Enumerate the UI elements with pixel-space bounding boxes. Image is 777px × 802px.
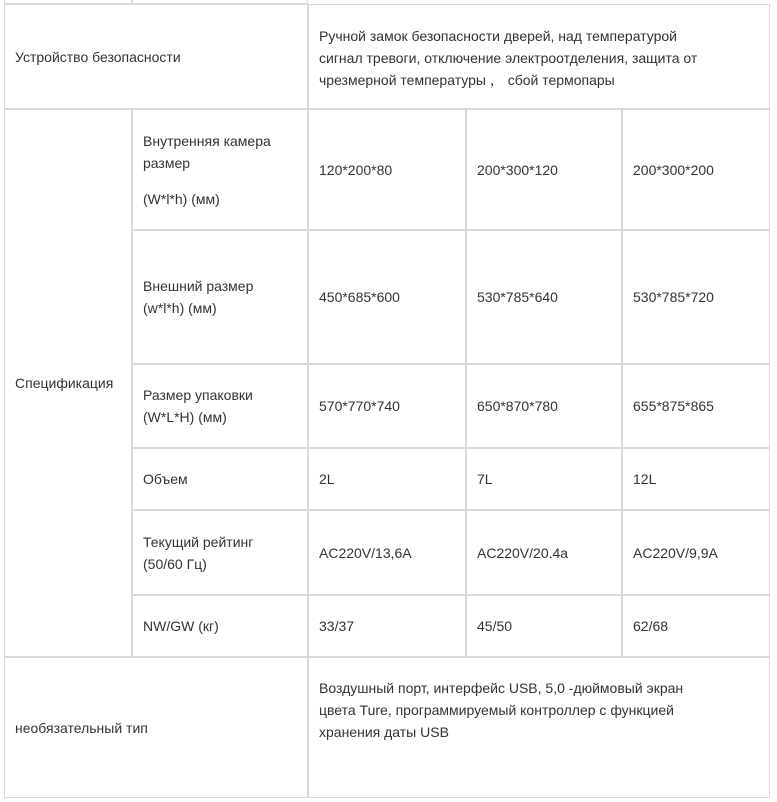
spec-value-cell: 650*870*780 [466,364,622,448]
spec-row-label: NW/GW (кг) [143,618,219,634]
safety-label: Устройство безопасности [15,48,181,65]
spec-label: Спецификация [15,375,114,391]
spec-value-cell: AC220V/13,6A [308,510,466,595]
spec-row-label: Внутренняя камера размер (W*l*h) (мм) [143,133,271,207]
optional-label: необязательный тип [15,719,148,736]
spec-value-cell: 570*770*740 [308,364,466,448]
spec-row-label-cell [132,230,308,364]
spec-row-label-cell [132,109,308,230]
spec-value-cell: AC220V/9,9A [622,510,770,595]
safety-value: Ручной замок безопасности дверей, над температурой сигнал тревоги, отключение электроотделения, защита от чрезмерной температуры ， сбой термопары [319,28,698,88]
spec-value-cell: 62/68 [622,595,770,657]
spec-row-label-cell [132,448,308,510]
spec-value-cell: 530*785*720 [622,230,770,364]
spec-row-label: Внешний размер (w*l*h) (мм) [143,278,254,316]
spec-value-cell: 12L [622,448,770,510]
spec-row-label: Размер упаковки (W*L*H) (мм) [143,387,253,425]
optional-label-cell [4,657,308,798]
spec-value-cell: 655*875*865 [622,364,770,448]
spec-value-cell: AC220V/20.4a [466,510,622,595]
safety-label-cell [4,4,308,109]
spec-value-cell: 7L [466,448,622,510]
spec-value-cell: 2L [308,448,466,510]
optional-value-cell [308,657,770,798]
spec-value-cell: 450*685*600 [308,230,466,364]
spec-value-cell: 33/37 [308,595,466,657]
spec-value-cell: 120*200*80 [308,109,466,230]
optional-value: Воздушный порт, интерфейс USB, 5,0 -дюймовый экран цвета Ture, программируемый контроллер с функцией хранения даты USB [319,680,684,740]
spec-value-cell: 200*300*120 [466,109,622,230]
spec-row-label-cell [132,510,308,595]
spec-row-label-cell [132,595,308,657]
spec-row-label: Объем [143,471,188,487]
spec-row-label-cell [132,364,308,448]
spec-label-cell [4,109,132,657]
spec-row-label: Текущий рейтинг (50/60 Гц) [143,533,254,572]
spec-value-cell: 200*300*200 [622,109,770,230]
spec-value-cell: 530*785*640 [466,230,622,364]
spec-value-cell: 45/50 [466,595,622,657]
safety-value-cell [308,4,770,109]
